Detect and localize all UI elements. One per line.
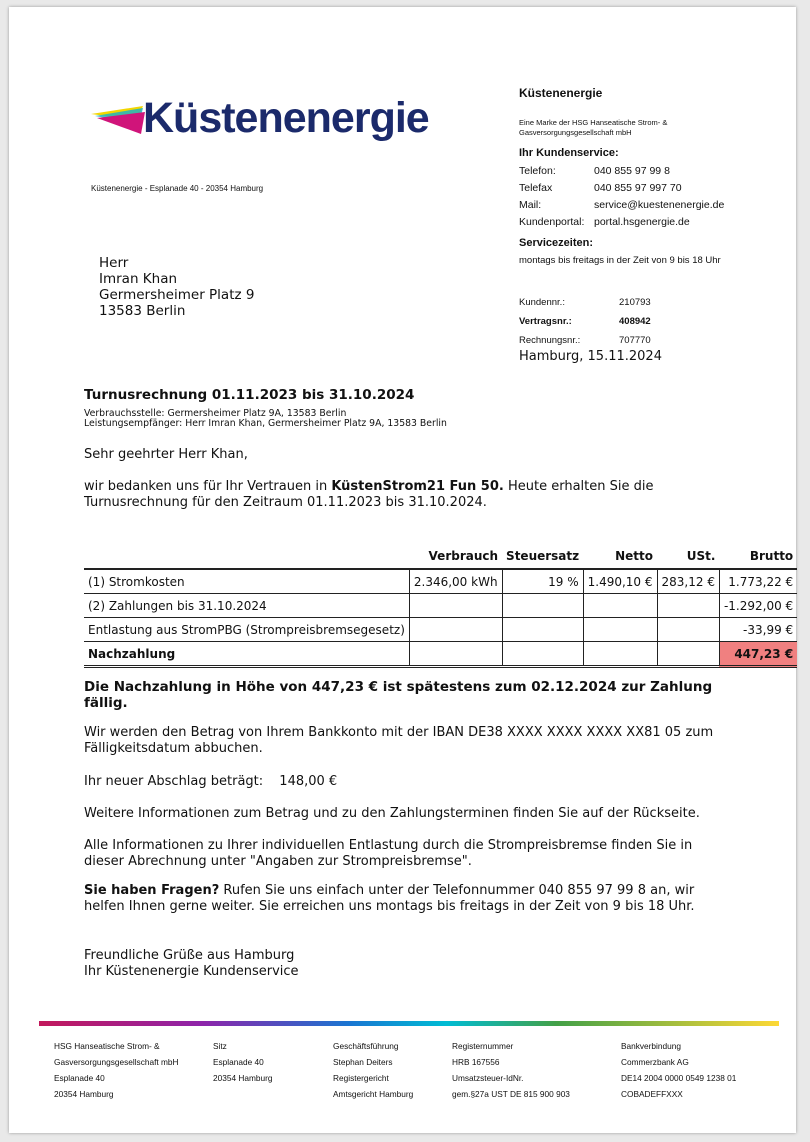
table-row bbox=[84, 618, 797, 642]
footer-line: 20354 Hamburg bbox=[213, 1073, 273, 1083]
info-back: Weitere Informationen zum Betrag und zu den Zahlungsterminen finden Sie auf der Rückseite. bbox=[84, 806, 700, 821]
table-cell bbox=[502, 642, 583, 667]
reference-row bbox=[519, 293, 651, 312]
hours-text: montags bis freitags in der Zeit von 9 bis 18 Uhr bbox=[519, 255, 721, 266]
footer-line: Sitz bbox=[213, 1041, 227, 1051]
contact-label: Kundenportal: bbox=[519, 216, 585, 228]
footer-line: Bankverbindung bbox=[621, 1041, 681, 1051]
table-cell bbox=[409, 594, 502, 618]
col-header-consumption: Verbrauch bbox=[409, 545, 502, 569]
table-cell: (2) Zahlungen bis 31.10.2024 bbox=[84, 594, 409, 618]
product-name: KüstenStrom21 Fun 50. bbox=[331, 479, 504, 494]
contact-row bbox=[519, 180, 724, 197]
reference-value: 408942 bbox=[619, 316, 651, 327]
logo-mark-icon bbox=[91, 100, 147, 136]
questions-heading: Sie haben Fragen? bbox=[84, 883, 220, 898]
table-cell: -33,99 € bbox=[719, 618, 797, 642]
footer-bank bbox=[621, 1038, 736, 1102]
contact-value: service@kuestenenergie.de bbox=[594, 199, 725, 211]
service-heading: Ihr Kundenservice: bbox=[519, 147, 619, 159]
logo-text: Küstenenergie bbox=[143, 94, 429, 142]
col-header-vat: USt. bbox=[657, 545, 719, 569]
footer-company bbox=[54, 1038, 179, 1102]
intro-paragraph bbox=[84, 479, 724, 511]
footer-seat bbox=[213, 1038, 273, 1086]
footer-line: Amtsgericht Hamburg bbox=[333, 1089, 414, 1099]
footer-line: Gasversorgungsgesellschaft mbH bbox=[54, 1057, 179, 1067]
total-amount: 447,23 € bbox=[719, 642, 797, 667]
footer-register bbox=[452, 1038, 570, 1102]
reference-label: Kundennr.: bbox=[519, 297, 565, 308]
table-cell: 2.346,00 kWh bbox=[409, 569, 502, 594]
billing-table bbox=[84, 545, 797, 668]
recipient-city: 13583 Berlin bbox=[99, 303, 186, 319]
table-cell bbox=[583, 594, 657, 618]
table-cell bbox=[657, 594, 719, 618]
contact-value: 040 855 97 997 70 bbox=[594, 182, 682, 194]
recipient-name: Imran Khan bbox=[99, 271, 178, 287]
footer-line: Registernummer bbox=[452, 1041, 514, 1051]
intro-before: wir bedanken uns für Ihr Vertrauen in bbox=[84, 479, 332, 494]
table-cell bbox=[502, 618, 583, 642]
table-cell bbox=[583, 618, 657, 642]
consumption-site: Verbrauchsstelle: Germersheimer Platz 9A, 13583 Berlin bbox=[84, 408, 347, 419]
table-cell bbox=[657, 642, 719, 667]
contact-row bbox=[519, 163, 724, 180]
col-header-description bbox=[84, 545, 409, 569]
contact-label: Mail: bbox=[519, 199, 542, 211]
reference-value: 707770 bbox=[619, 335, 651, 346]
hours-heading: Servicezeiten: bbox=[519, 237, 593, 249]
col-header-tax-rate: Steuersatz bbox=[502, 545, 583, 569]
footer-line: gem.§27a UST DE 815 900 903 bbox=[452, 1089, 570, 1099]
footer-line: 20354 Hamburg bbox=[54, 1089, 114, 1099]
table-cell: 1.773,22 € bbox=[719, 569, 797, 594]
table-cell: Entlastung aus StromPBG (Strompreisbremsegesetz) bbox=[84, 618, 409, 642]
questions-text: Rufen Sie uns einfach unter der Telefonnummer 040 855 97 99 8 an, wir helfen Ihnen gerne weiter. Sie erreichen uns montags bis freitags in der Zeit von 9 bis 18 Uhr. bbox=[84, 883, 695, 914]
footer-line: Umsatzsteuer-IdNr. bbox=[452, 1073, 524, 1083]
footer-management bbox=[333, 1038, 413, 1102]
debit-text: Wir werden den Betrag von Ihrem Bankkonto mit der IBAN DE38 XXXX XXXX XXXX XX81 05 zum Fälligkeitsdatum abbuchen. bbox=[84, 725, 714, 756]
reference-row bbox=[519, 312, 651, 331]
reference-row bbox=[519, 331, 651, 350]
intro-after: Heute erhalten Sie die Turnusrechnung für den Zeitraum 01.11.2023 bis 31.10.2024. bbox=[84, 479, 654, 510]
contact-label: Telefax bbox=[519, 182, 553, 194]
footer-line: COBADEFFXXX bbox=[621, 1089, 683, 1099]
table-cell: (1) Stromkosten bbox=[84, 569, 409, 594]
sender-line: Küstenenergie - Esplanade 40 - 20354 Hamburg bbox=[91, 184, 264, 193]
table-cell bbox=[657, 618, 719, 642]
invoice-page bbox=[9, 7, 796, 1133]
table-cell bbox=[409, 618, 502, 642]
contact-subtitle: Eine Marke der HSG Hanseatische Strom- & Gasversorgungsgesellschaft mbH bbox=[519, 118, 668, 137]
footer-line: HRB 167556 bbox=[452, 1057, 500, 1067]
contact-label: Telefon: bbox=[519, 165, 556, 177]
table-cell: 19 % bbox=[502, 569, 583, 594]
footer-line: Esplanade 40 bbox=[213, 1057, 264, 1067]
table-row bbox=[84, 594, 797, 618]
reference-label: Vertragsnr.: bbox=[519, 316, 572, 327]
reference-value: 210793 bbox=[619, 297, 651, 308]
installment-value: 148,00 € bbox=[279, 774, 338, 789]
table-cell: 1.490,10 € bbox=[583, 569, 657, 594]
contact-value: portal.hsgenergie.de bbox=[594, 216, 690, 228]
total-row bbox=[84, 642, 797, 667]
info-relief: Alle Informationen zu Ihrer individuellen Entlastung durch die Strompreisbremse finden Sie in dieser Abrechnung unter "Angaben zur Strompreisbremse". bbox=[84, 838, 693, 869]
footer-line: Commerzbank AG bbox=[621, 1057, 689, 1067]
contact-list bbox=[519, 163, 724, 231]
closing bbox=[84, 948, 299, 980]
table-cell bbox=[409, 642, 502, 667]
recipient-address bbox=[99, 255, 254, 319]
contact-value: 040 855 97 99 8 bbox=[594, 165, 670, 177]
closing-greeting: Freundliche Grüße aus Hamburg bbox=[84, 948, 295, 963]
brand-logo bbox=[91, 93, 431, 143]
reference-label: Rechnungsnr.: bbox=[519, 335, 581, 346]
recipient-street: Germersheimer Platz 9 bbox=[99, 287, 255, 303]
col-header-gross: Brutto bbox=[719, 545, 797, 569]
invoice-date: Hamburg, 15.11.2024 bbox=[519, 349, 662, 364]
new-installment bbox=[84, 774, 337, 790]
installment-label: Ihr neuer Abschlag beträgt: bbox=[84, 774, 264, 789]
total-label: Nachzahlung bbox=[84, 642, 409, 667]
footer-line: Registergericht bbox=[333, 1073, 389, 1083]
col-header-net: Netto bbox=[583, 545, 657, 569]
recipient-salutation: Herr bbox=[99, 255, 129, 271]
service-recipient: Leistungsempfänger: Herr Imran Khan, Germersheimer Platz 9A, 13583 Berlin bbox=[84, 418, 447, 429]
table-cell bbox=[583, 642, 657, 667]
questions-paragraph bbox=[84, 883, 724, 915]
contact-row bbox=[519, 197, 724, 214]
footer-line: Stephan Deiters bbox=[333, 1057, 393, 1067]
due-notice: Die Nachzahlung in Höhe von 447,23 € ist spätestens zum 02.12.2024 zur Zahlung fällig. bbox=[84, 679, 713, 711]
footer-line: Esplanade 40 bbox=[54, 1073, 105, 1083]
salutation: Sehr geehrter Herr Khan, bbox=[84, 447, 248, 462]
table-cell: -1.292,00 € bbox=[719, 594, 797, 618]
table-header-row bbox=[84, 545, 797, 569]
invoice-meta bbox=[84, 409, 447, 429]
footer-color-bar bbox=[39, 1021, 779, 1026]
table-cell: 283,12 € bbox=[657, 569, 719, 594]
footer-line: DE14 2004 0000 0549 1238 01 bbox=[621, 1073, 737, 1083]
contact-row bbox=[519, 214, 724, 231]
contact-brand: Küstenenergie bbox=[519, 86, 603, 100]
invoice-title: Turnusrechnung 01.11.2023 bis 31.10.2024 bbox=[84, 387, 415, 403]
table-row bbox=[84, 569, 797, 594]
table-cell bbox=[502, 594, 583, 618]
footer-line: Geschäftsführung bbox=[333, 1041, 399, 1051]
footer-line: HSG Hanseatische Strom- & bbox=[54, 1041, 160, 1051]
closing-signature: Ihr Küstenenergie Kundenservice bbox=[84, 964, 299, 979]
reference-numbers bbox=[519, 293, 651, 350]
